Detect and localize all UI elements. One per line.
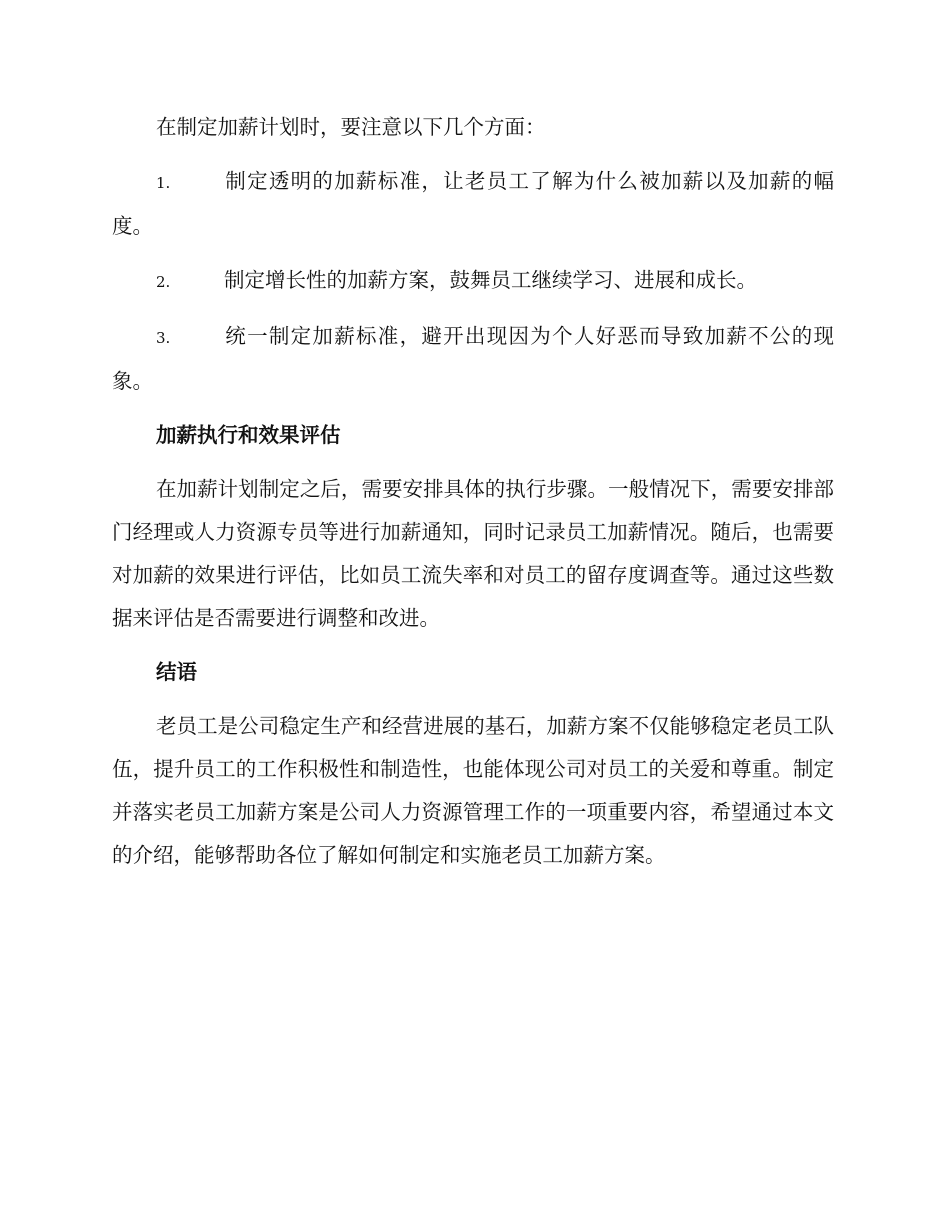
list-item-1 [112, 160, 834, 248]
section-heading-execution: 加薪执行和效果评估 [156, 423, 341, 447]
section-body-conclusion: 老员工是公司稳定生产和经营进展的基石，加薪方案不仅能够稳定老员工队伍，提升员工的工作积极性和制造性，也能体现公司对员工的关爱和尊重。制定并落实老员工加薪方案是公司人力资源管理工作的一项重要内容，希望通过本文的介绍，能够帮助各位了解如何制定和实施老员工加薪方案。 [112, 714, 834, 867]
document-content [112, 106, 834, 888]
list-item-2 [112, 259, 834, 304]
list-text-1: 制定透明的加薪标准，让老员工了解为什么被加薪以及加薪的幅度。 [112, 169, 834, 238]
list-number-1: 1. [156, 174, 171, 192]
section-body-execution: 在加薪计划制定之后，需要安排具体的执行步骤。一般情况下，需要安排部门经理或人力资源专员等进行加薪通知，同时记录员工加薪情况。随后，也需要对加薪的效果进行评估，比如员工流失率和对员工的留存度调查等。通过这些数据来评估是否需要进行调整和改进。 [112, 477, 834, 630]
list-number-2: 2. [156, 273, 171, 291]
intro-paragraph: 在制定加薪计划时，要注意以下几个方面： [156, 115, 546, 139]
list-text-2: 制定增长性的加薪方案，鼓舞员工继续学习、进展和成长。 [224, 268, 757, 292]
list-number-3: 3. [156, 329, 171, 347]
list-text-3: 统一制定加薪标准，避开出现因为个人好恶而导致加薪不公的现象。 [112, 324, 834, 393]
list-item-3 [112, 315, 834, 403]
section-heading-conclusion: 结语 [156, 660, 197, 684]
